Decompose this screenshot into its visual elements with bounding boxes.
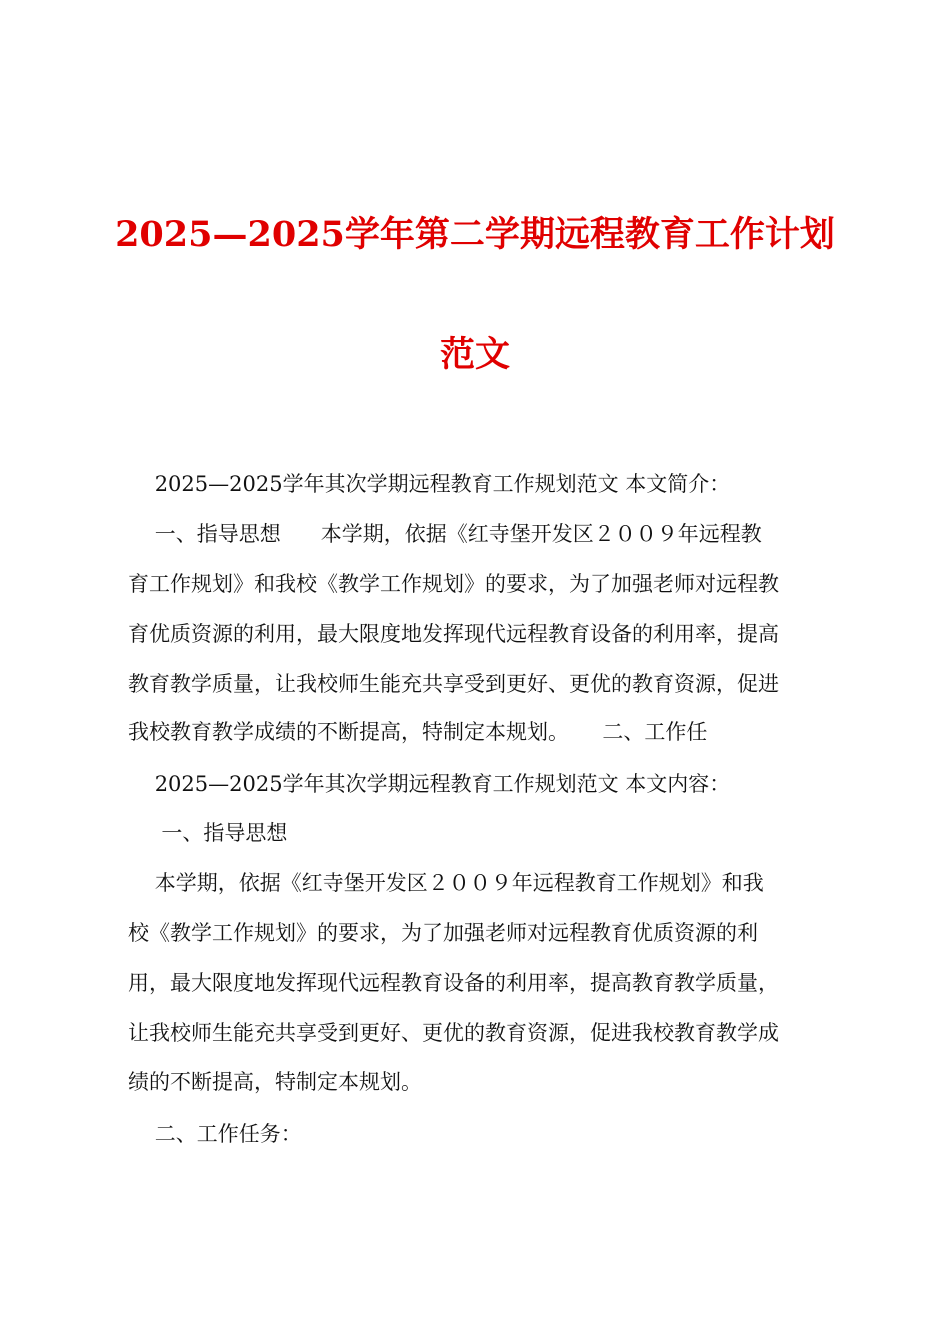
body-line-14: 二、工作任务： bbox=[128, 1122, 302, 1146]
body-line-12: 让我校师生能充共享受到更好、更优的教育资源，促进我校教育教学成 bbox=[128, 1021, 779, 1045]
body-line-10: 校《教学工作规划》的要求，为了加强老师对远程教育优质资源的利 bbox=[128, 921, 758, 945]
body-line-1: 2025—2025学年其次学期远程教育工作规划范文 本文简介： bbox=[128, 472, 731, 496]
document-title-line2: 范文 bbox=[439, 334, 510, 375]
body-line-4: 育优质资源的利用，最大限度地发挥现代远程教育设备的利用率，提高 bbox=[128, 622, 779, 646]
body-line-5: 教育教学质量，让我校师生能充共享受到更好、更优的教育资源，促进 bbox=[128, 672, 779, 696]
body-line-8: 一、指导思想 bbox=[128, 821, 288, 845]
body-line-13: 绩的不断提高，特制定本规划。 bbox=[128, 1070, 422, 1094]
body-line-7: 2025—2025学年其次学期远程教育工作规划范文 本文内容： bbox=[128, 772, 731, 796]
body-line-9: 本学期，依据《红寺堡开发区２００９年远程教育工作规划》和我 bbox=[128, 871, 764, 895]
body-line-2: 一、指导思想 本学期，依据《红寺堡开发区２００９年远程教 bbox=[128, 522, 762, 546]
body-line-3: 育工作规划》和我校《教学工作规划》的要求，为了加强老师对远程教 bbox=[128, 572, 779, 596]
body-line-6: 我校教育教学成绩的不断提高，特制定本规划。 二、工作任 bbox=[128, 720, 708, 744]
body-line-11: 用，最大限度地发挥现代远程教育设备的利用率，提高教育教学质量， bbox=[128, 971, 779, 995]
document-title-line1: 2025—2025学年第二学期远程教育工作计划 bbox=[115, 214, 835, 255]
